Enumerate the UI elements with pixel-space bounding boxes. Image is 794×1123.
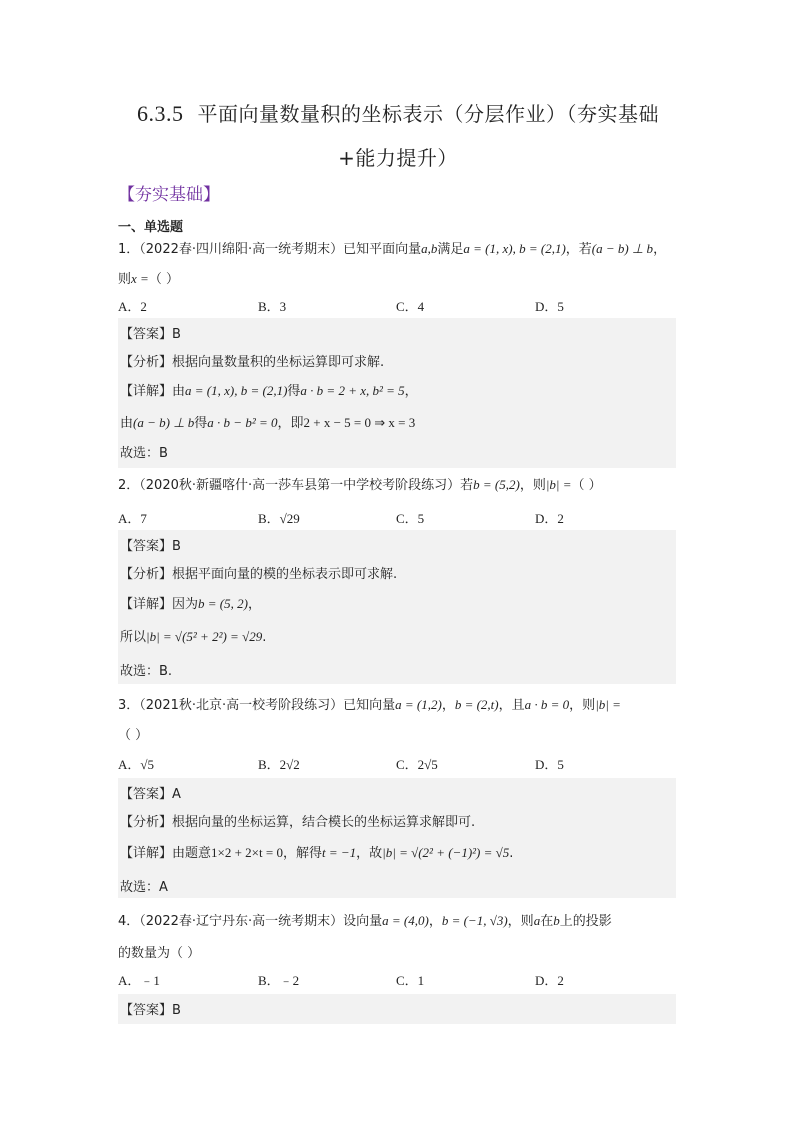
q4-stem-line-2: 的数量为（ ） [118, 946, 201, 961]
q4-option-c[interactable]: C．1 [396, 973, 425, 988]
q3-answer: 【答案】A [120, 787, 181, 802]
q1-answer-box [118, 318, 676, 468]
q2-detail-line-1: 【详解】因为b = (5, 2)， [120, 596, 261, 612]
q2-answer-box [118, 530, 676, 684]
q3-option-b[interactable]: B．2√2 [258, 757, 300, 772]
q1-detail-line-1: 【详解】由a = (1, x), b = (2,1)得a · b = 2 + x, b² = 5， [120, 383, 418, 399]
q2-option-d[interactable]: D．2 [535, 511, 564, 526]
q3-stem-line-1: 3．（2021秋·北京·高一校考阶段练习）已知向量a = (1,2)，b = (2,t)，且a · b = 0，则|b| = [118, 697, 621, 713]
q3-stem-line-2: （ ） [118, 728, 149, 743]
q3-option-d[interactable]: D．5 [535, 757, 564, 772]
q2-choose: 故选：B. [120, 664, 173, 679]
q1-choose: 故选：B [120, 446, 168, 461]
q3-option-a[interactable]: A．√5 [118, 757, 155, 772]
q1-detail-line-2: 由(a − b) ⊥ b得a · b − b² = 0，即2 + x − 5 = 0 ⇒ x = 3 [120, 415, 416, 431]
q2-option-c[interactable]: C．5 [396, 511, 425, 526]
q4-option-a[interactable]: A．﹣1 [118, 973, 160, 988]
q4-stem-line-1: 4．（2022春·辽宁丹东·高一统考期末）设向量a = (4,0)，b = (−1, √3)，则a在b上的投影 [118, 913, 612, 929]
q1-analysis: 【分析】根据向量数量积的坐标运算即可求解. [120, 355, 385, 370]
q1-option-b[interactable]: B．3 [258, 299, 287, 314]
title-line-1: 6.3.5 平面向量数量积的坐标表示（分层作业）（夯实基础 [137, 101, 659, 126]
section-heading: 【夯实基础】 [118, 185, 220, 205]
q1-option-c[interactable]: C．4 [396, 299, 425, 314]
q3-answer-box [118, 778, 676, 898]
q1-option-d[interactable]: D．5 [535, 299, 564, 314]
q3-choose: 故选：A [120, 880, 168, 895]
section-number: 6.3.5 [137, 101, 184, 126]
q3-option-c[interactable]: C．2√5 [396, 757, 438, 772]
q1-option-a[interactable]: A．2 [118, 299, 147, 314]
q1-stem-line-2: 则x =（ ） [118, 271, 179, 287]
q4-option-d[interactable]: D．2 [535, 973, 564, 988]
q2-detail-line-2: 所以|b| = √(5² + 2²) = √29. [120, 629, 267, 645]
q2-stem-line-1: 2．（2020秋·新疆喀什·高一莎车县第一中学校考阶段练习）若b = (5,2)，则|b| =（ ） [118, 477, 602, 493]
q2-option-a[interactable]: A．7 [118, 511, 147, 526]
q4-answer-box [118, 994, 676, 1024]
q2-analysis: 【分析】根据平面向量的模的坐标表示即可求解. [120, 567, 398, 582]
q3-detail-line-1: 【详解】由题意1×2 + 2×t = 0，解得t = −1，故|b| = √(2² + (−1)²) = √5. [120, 845, 514, 861]
q1-stem-line-1: 1．（2022春·四川绵阳·高一统考期末）已知平面向量a,b满足a = (1, x), b = (2,1)，若(a − b) ⊥ b， [118, 241, 667, 257]
q3-analysis: 【分析】根据向量的坐标运算，结合模长的坐标运算求解即可. [120, 815, 476, 830]
q4-option-b[interactable]: B．﹣2 [258, 973, 300, 988]
page-title [118, 92, 678, 180]
q2-answer: 【答案】B [120, 539, 181, 554]
sub-heading: 一、单选题 [118, 220, 184, 235]
q2-option-b[interactable]: B．√29 [258, 511, 300, 526]
title-line-2: +能力提升） [338, 146, 458, 170]
q1-answer: 【答案】B [120, 327, 181, 342]
q4-answer: 【答案】B [120, 1003, 181, 1018]
